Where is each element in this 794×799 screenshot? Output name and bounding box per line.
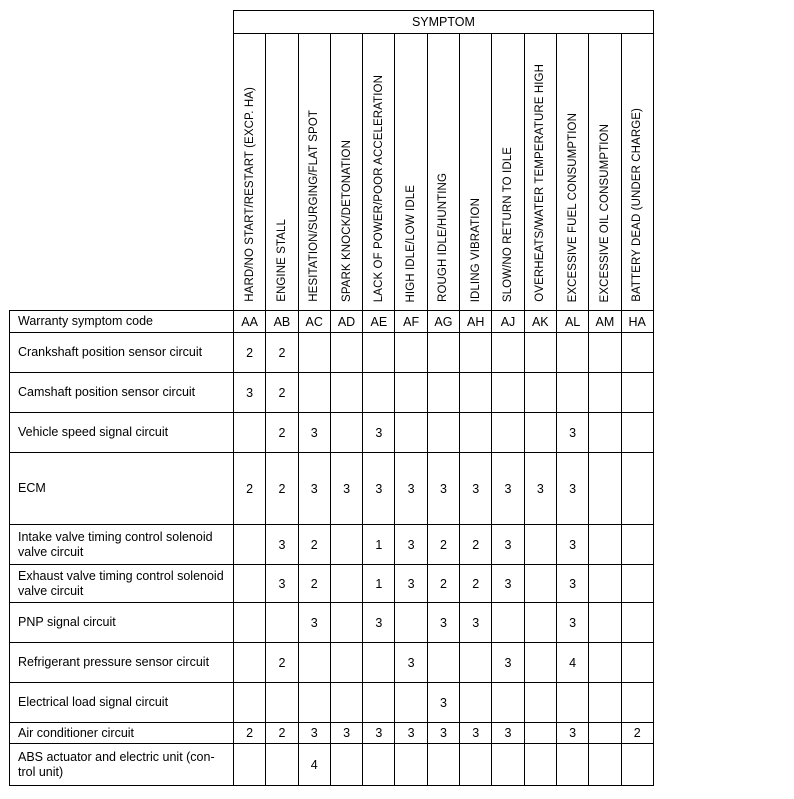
rating-cell	[524, 643, 556, 683]
rating-cell	[330, 525, 362, 565]
symptom-column-name: ENGINE STALL	[275, 219, 288, 302]
symptom-column-header	[330, 34, 362, 311]
rating-cell	[589, 453, 621, 525]
rating-cell	[363, 744, 395, 786]
rating-cell	[621, 603, 653, 643]
symptom-column-header	[266, 34, 298, 311]
rating-cell: 3	[492, 453, 524, 525]
rating-cell	[524, 373, 556, 413]
rating-cell: 3	[395, 453, 427, 525]
rating-cell: 3	[266, 525, 298, 565]
rating-cell	[427, 413, 459, 453]
rating-cell	[363, 643, 395, 683]
rating-cell	[460, 643, 492, 683]
rating-cell: 2	[427, 525, 459, 565]
rating-cell: 3	[556, 413, 588, 453]
rating-cell	[589, 413, 621, 453]
rating-cell: 3	[395, 565, 427, 603]
row-label: ECM	[10, 453, 234, 525]
rating-cell	[234, 413, 266, 453]
rating-cell: 2	[234, 723, 266, 744]
symptom-column-header	[427, 34, 459, 311]
rating-cell	[234, 744, 266, 786]
rating-cell	[460, 373, 492, 413]
rating-cell	[395, 683, 427, 723]
rating-cell: 2	[621, 723, 653, 744]
rating-cell	[330, 413, 362, 453]
rating-cell	[556, 683, 588, 723]
rating-cell	[298, 643, 330, 683]
rating-cell	[589, 373, 621, 413]
rating-cell	[460, 683, 492, 723]
rating-cell	[234, 603, 266, 643]
rating-cell	[363, 373, 395, 413]
rating-cell	[298, 333, 330, 373]
rating-cell	[524, 744, 556, 786]
rating-cell	[492, 744, 524, 786]
symptom-column-name: HIGH IDLE/LOW IDLE	[405, 184, 418, 302]
rating-cell: 3	[298, 723, 330, 744]
symptom-column-name: LACK OF POWER/POOR ACCELERATION	[372, 74, 385, 302]
table-body	[10, 311, 654, 786]
rating-cell: 3	[427, 723, 459, 744]
rating-cell	[234, 683, 266, 723]
warranty-code-cell: AC	[298, 311, 330, 333]
table-row	[10, 565, 654, 603]
symptom-column-header	[524, 34, 556, 311]
rating-cell	[266, 744, 298, 786]
rating-cell	[524, 603, 556, 643]
rating-cell: 4	[298, 744, 330, 786]
rating-cell	[589, 525, 621, 565]
rating-cell: 3	[492, 525, 524, 565]
rating-cell	[460, 413, 492, 453]
rating-cell	[298, 373, 330, 413]
rating-cell: 4	[556, 643, 588, 683]
rating-cell: 2	[266, 453, 298, 525]
rating-cell: 2	[427, 565, 459, 603]
rating-cell: 2	[234, 333, 266, 373]
warranty-code-cell: AG	[427, 311, 459, 333]
symptom-column-name: SPARK KNOCK/DETONATION	[340, 140, 353, 302]
rating-cell	[298, 683, 330, 723]
row-label: Air conditioner circuit	[10, 723, 234, 744]
warranty-code-cell: HA	[621, 311, 653, 333]
rating-cell: 1	[363, 565, 395, 603]
rating-cell	[330, 603, 362, 643]
rating-cell: 3	[298, 603, 330, 643]
rating-cell: 2	[234, 453, 266, 525]
rating-cell: 3	[234, 373, 266, 413]
rating-cell	[589, 565, 621, 603]
rating-cell	[589, 723, 621, 744]
rating-cell	[395, 373, 427, 413]
symptom-column-header	[556, 34, 588, 311]
rating-cell: 3	[298, 453, 330, 525]
symptom-column-name: SLOW/NO RETURN TO IDLE	[502, 146, 515, 302]
rating-cell	[330, 333, 362, 373]
rating-cell: 3	[492, 643, 524, 683]
symptom-column-name: EXCESSIVE FUEL CONSUMPTION	[566, 112, 579, 302]
table-row	[10, 373, 654, 413]
warranty-code-cell: AD	[330, 311, 362, 333]
row-label: Refrigerant pressure sensor circuit	[10, 643, 234, 683]
rating-cell	[330, 565, 362, 603]
rating-cell: 3	[524, 453, 556, 525]
code-row-label: Warranty symptom code	[10, 311, 234, 333]
rating-cell: 3	[298, 413, 330, 453]
row-label: ABS actuator and electric unit (con-trol unit)	[10, 744, 234, 786]
rating-cell	[556, 333, 588, 373]
rating-cell	[234, 525, 266, 565]
symptom-matrix-table	[9, 10, 654, 786]
row-label: Crankshaft position sensor circuit	[10, 333, 234, 373]
warranty-code-cell: AH	[460, 311, 492, 333]
rating-cell	[427, 643, 459, 683]
rating-cell: 3	[460, 453, 492, 525]
rating-cell	[492, 683, 524, 723]
rating-cell: 3	[460, 603, 492, 643]
rating-cell: 2	[298, 525, 330, 565]
rating-cell	[589, 744, 621, 786]
symptom-title: SYMPTOM	[234, 11, 654, 34]
table-row	[10, 453, 654, 525]
rating-cell	[621, 333, 653, 373]
rating-cell	[524, 525, 556, 565]
rating-cell: 3	[427, 603, 459, 643]
rating-cell: 2	[266, 413, 298, 453]
table-row	[10, 723, 654, 744]
title-row	[10, 11, 654, 34]
rating-cell	[460, 744, 492, 786]
rating-cell: 3	[556, 565, 588, 603]
rating-cell	[330, 683, 362, 723]
symptom-column-header	[363, 34, 395, 311]
symptom-column-header	[460, 34, 492, 311]
rating-cell	[427, 373, 459, 413]
rating-cell	[621, 643, 653, 683]
rating-cell	[363, 683, 395, 723]
row-label: Intake valve timing control solenoid valve circuit	[10, 525, 234, 565]
table-row	[10, 683, 654, 723]
rating-cell: 3	[266, 565, 298, 603]
corner-cell	[10, 11, 234, 311]
rating-cell	[621, 744, 653, 786]
rating-cell: 3	[556, 603, 588, 643]
rating-cell	[621, 453, 653, 525]
rating-cell	[589, 603, 621, 643]
table-row	[10, 603, 654, 643]
rating-cell: 2	[460, 525, 492, 565]
rating-cell	[266, 683, 298, 723]
rating-cell	[460, 333, 492, 373]
warranty-code-cell: AB	[266, 311, 298, 333]
rating-cell	[395, 413, 427, 453]
rating-cell: 3	[330, 453, 362, 525]
rating-cell: 3	[427, 683, 459, 723]
rating-cell	[492, 413, 524, 453]
row-label: Camshaft position sensor circuit	[10, 373, 234, 413]
rating-cell	[524, 723, 556, 744]
rating-cell	[621, 683, 653, 723]
row-label: Vehicle speed signal circuit	[10, 413, 234, 453]
symptom-column-name: IDLING VIBRATION	[469, 197, 482, 302]
symptom-column-header	[589, 34, 621, 311]
rating-cell	[427, 744, 459, 786]
rating-cell	[492, 373, 524, 413]
table-row	[10, 744, 654, 786]
rating-cell	[621, 373, 653, 413]
rating-cell: 3	[556, 453, 588, 525]
rating-cell: 3	[556, 723, 588, 744]
rating-cell	[330, 643, 362, 683]
rating-cell: 3	[330, 723, 362, 744]
rating-cell	[621, 525, 653, 565]
symptom-column-header	[234, 34, 266, 311]
warranty-code-row	[10, 311, 654, 333]
rating-cell	[330, 373, 362, 413]
row-label: Electrical load signal circuit	[10, 683, 234, 723]
rating-cell: 2	[460, 565, 492, 603]
symptom-column-name: HESITATION/SURGING/FLAT SPOT	[308, 110, 321, 302]
rating-cell	[492, 603, 524, 643]
warranty-code-cell: AA	[234, 311, 266, 333]
symptom-column-name: EXCESSIVE OIL CONSUMPTION	[598, 123, 611, 302]
rating-cell	[589, 333, 621, 373]
rating-cell: 2	[266, 373, 298, 413]
rating-cell	[395, 744, 427, 786]
rating-cell	[524, 413, 556, 453]
rating-cell: 2	[266, 723, 298, 744]
rating-cell: 2	[266, 333, 298, 373]
symptom-column-name: ROUGH IDLE/HUNTING	[437, 173, 450, 302]
rating-cell: 3	[427, 453, 459, 525]
rating-cell: 2	[298, 565, 330, 603]
rating-cell: 3	[395, 525, 427, 565]
rating-cell	[395, 333, 427, 373]
rating-cell	[621, 413, 653, 453]
row-label: Exhaust valve timing control solenoid valve circuit	[10, 565, 234, 603]
rating-cell	[395, 603, 427, 643]
warranty-code-cell: AJ	[492, 311, 524, 333]
rating-cell	[556, 744, 588, 786]
warranty-code-cell: AK	[524, 311, 556, 333]
table-row	[10, 643, 654, 683]
rating-cell	[266, 603, 298, 643]
symptom-column-name: OVERHEATS/WATER TEMPERATURE HIGH	[534, 64, 547, 302]
rating-cell: 3	[492, 565, 524, 603]
rating-cell: 3	[395, 723, 427, 744]
rating-cell	[589, 643, 621, 683]
warranty-code-cell: AE	[363, 311, 395, 333]
rating-cell: 2	[266, 643, 298, 683]
rating-cell: 3	[556, 525, 588, 565]
rating-cell	[524, 565, 556, 603]
warranty-code-cell: AF	[395, 311, 427, 333]
symptom-column-name: BATTERY DEAD (UNDER CHARGE)	[631, 108, 644, 302]
symptom-column-name: HARD/NO START/RESTART (EXCP. HA)	[243, 87, 256, 302]
symptom-column-header	[621, 34, 653, 311]
rating-cell: 3	[363, 453, 395, 525]
symptom-column-header	[395, 34, 427, 311]
rating-cell: 3	[460, 723, 492, 744]
table-row	[10, 333, 654, 373]
rating-cell	[234, 643, 266, 683]
rating-cell: 3	[492, 723, 524, 744]
symptom-column-header	[298, 34, 330, 311]
rating-cell: 3	[363, 413, 395, 453]
warranty-code-cell: AM	[589, 311, 621, 333]
rating-cell: 3	[395, 643, 427, 683]
rating-cell	[330, 744, 362, 786]
table-row	[10, 525, 654, 565]
rating-cell	[363, 333, 395, 373]
rating-cell	[427, 333, 459, 373]
rating-cell	[234, 565, 266, 603]
rating-cell: 1	[363, 525, 395, 565]
rating-cell	[621, 565, 653, 603]
rating-cell	[589, 683, 621, 723]
rating-cell	[492, 333, 524, 373]
rating-cell	[556, 373, 588, 413]
rating-cell: 3	[363, 723, 395, 744]
rating-cell	[524, 333, 556, 373]
rating-cell: 3	[363, 603, 395, 643]
row-label: PNP signal circuit	[10, 603, 234, 643]
warranty-code-cell: AL	[556, 311, 588, 333]
rating-cell	[524, 683, 556, 723]
symptom-column-header	[492, 34, 524, 311]
table-row	[10, 413, 654, 453]
